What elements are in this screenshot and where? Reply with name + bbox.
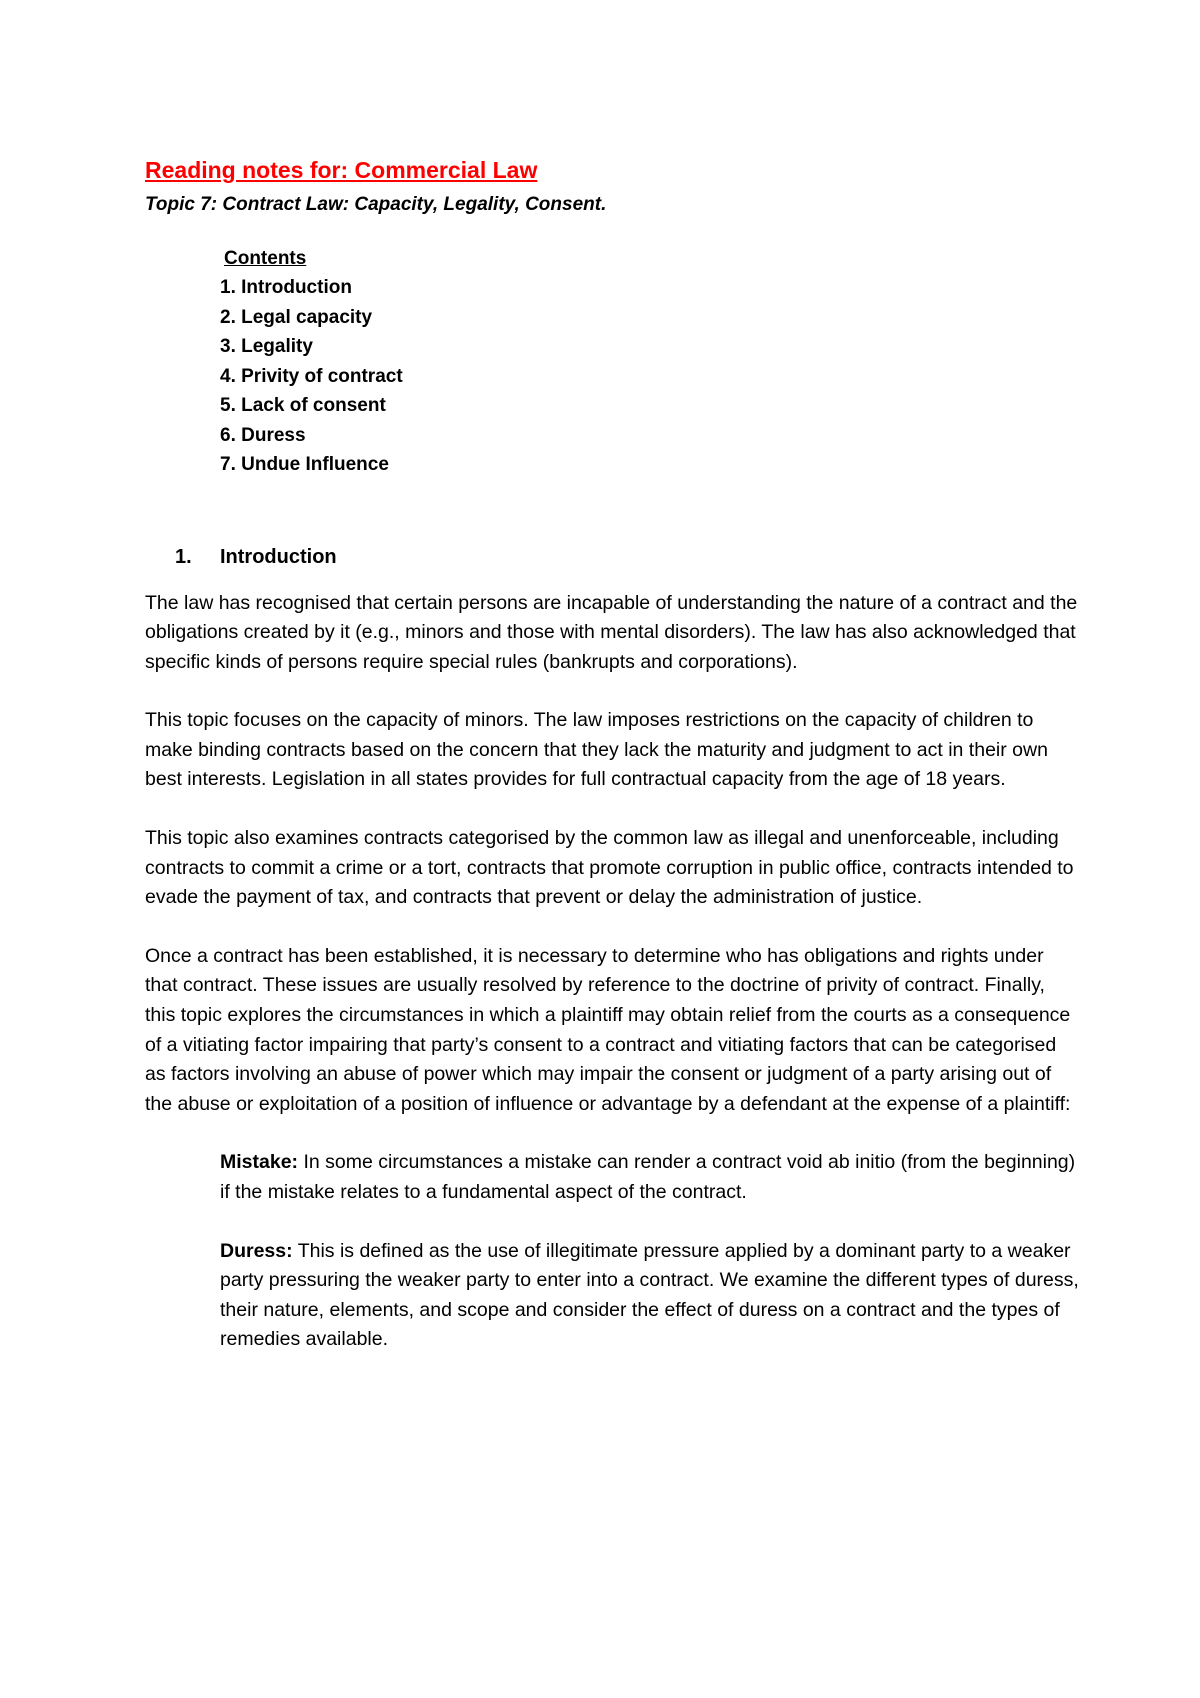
contents-item-legality: 3. Legality (220, 336, 313, 357)
contents-list (220, 273, 1200, 480)
document-title: Reading notes for: Commercial Law (145, 157, 538, 183)
contents-item-duress: 6. Duress (220, 424, 306, 446)
section-title: Introduction (220, 545, 337, 568)
table-of-contents (220, 245, 1200, 480)
document-subtitle: Topic 7: Contract Law: Capacity, Legality, Consent. (145, 194, 607, 215)
definition-text: In some circumstances a mistake can render a contract void ab initio (from the beginning) if the mistake relates to a fundamental aspect of the contract. (220, 1151, 1076, 1203)
definition-term: Mistake: (220, 1151, 299, 1174)
section-number: 1. (175, 545, 192, 568)
contents-heading: Contents (224, 248, 307, 269)
contents-item-undue-influence: 7. Undue Influence (220, 454, 389, 475)
contents-item-privity: 4. Privity of contract (220, 365, 403, 387)
paragraph: This topic also examines contracts categorised by the common law as illegal and unenforceable, including contracts to commit a crime or a tort, contracts that promote corruption in public office, contracts intended to evade the payment of tax, and contracts that prevent or delay the administration of justice. (145, 827, 1074, 909)
contents-item-introduction: 1. Introduction (220, 277, 352, 298)
definition-term: Duress: (220, 1239, 293, 1262)
definition-duress (220, 1237, 1080, 1355)
contents-item-legal-capacity: 2. Legal capacity (220, 306, 373, 328)
paragraph: This topic focuses on the capacity of minors. The law imposes restrictions on the capacity of children to make binding contracts based on the concern that they lack the maturity and judgment to act in their own best interests. Legislation in all states provides for full contractual capacity from the age of 18 years. (145, 709, 1048, 791)
contents-item-lack-of-consent: 5. Lack of consent (220, 395, 386, 416)
section-heading-introduction (175, 542, 1200, 572)
paragraph: Once a contract has been established, it is necessary to determine who has obligations and rights under that contract. These issues are usually resolved by reference to the doctrine of privity of contract. Finally, this topic explores the circumstances in which a plaintiff may obtain relief from the courts as a consequence of a vitiating factor impairing that party’s consent to a contract and vitiating factors that can be categorised as factors involving an abuse of power which may impair the consent or judgment of a party arising out of the abuse or exploitation of a position of influence or advantage by a defendant at the expense of a plaintiff: (145, 944, 1071, 1115)
paragraph: The law has recognised that certain persons are incapable of understanding the nature of a contract and the obligations created by it (e.g., minors and those with mental disorders). The law has also acknowledged that specific kinds of persons require special rules (bankrupts and corporations). (145, 591, 1078, 673)
definition-mistake (220, 1148, 1080, 1207)
definition-text: This is defined as the use of illegitimate pressure applied by a dominant party to a weaker party pressuring the weaker party to enter into a contract. We examine the different types of duress, their nature, elements, and scope and consider the effect of duress on a contract and the types of remedies available. (220, 1239, 1079, 1351)
